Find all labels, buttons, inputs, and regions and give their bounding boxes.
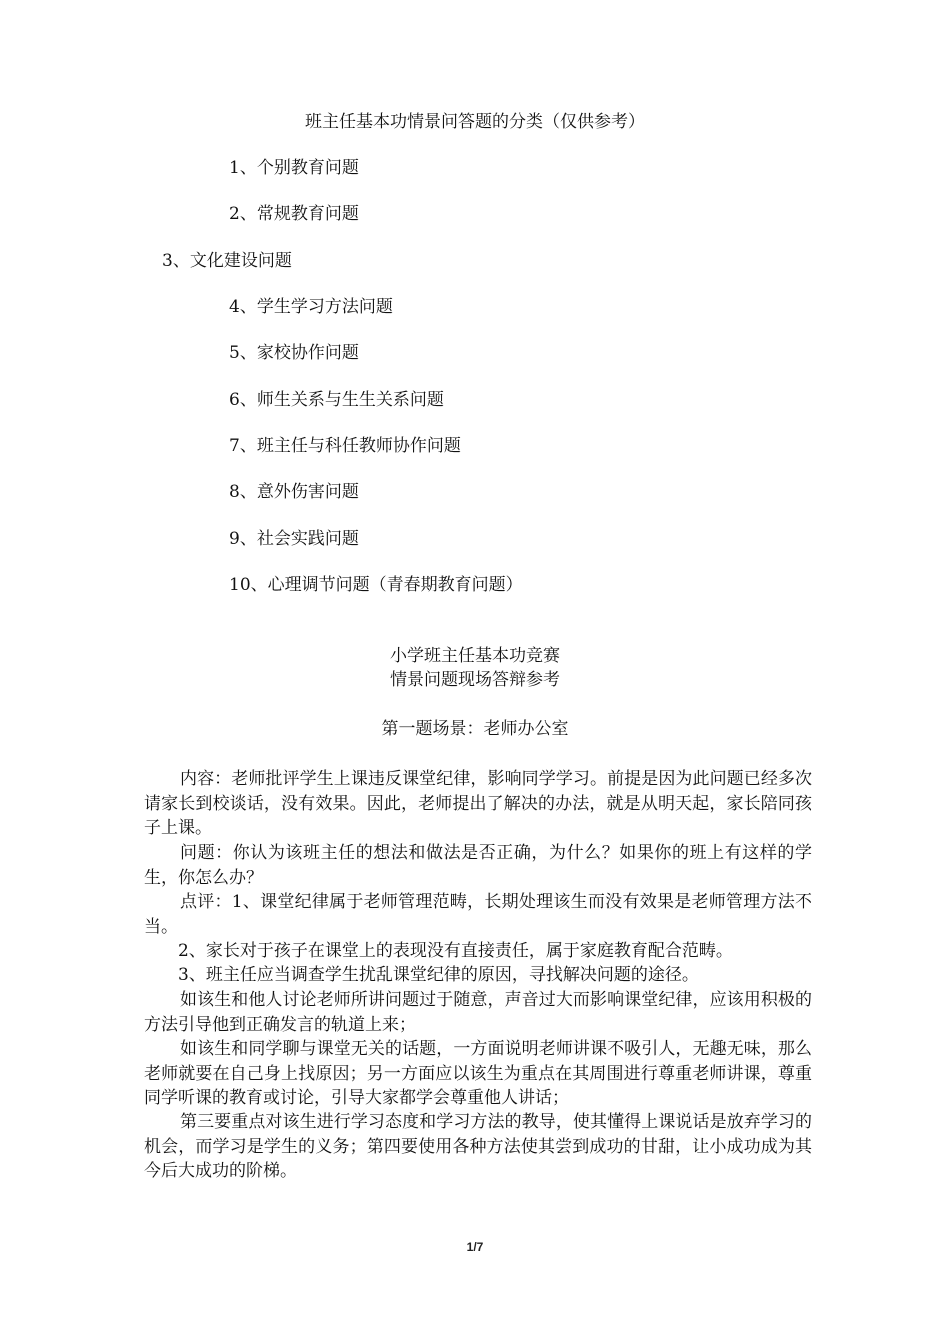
paragraph-case-discussion: 如该生和他人讨论老师所讲问题过于随意，声音过大而影响课堂纪律，应该用积极的方法引导他到正确发言的轨道上来；: [144, 990, 812, 1035]
section-title-line1: 小学班主任基本功竞赛: [390, 646, 560, 666]
category-item-3: 3、文化建设问题: [162, 251, 292, 271]
category-item-10: 10、心理调节问题（青春期教育问题）: [229, 575, 523, 595]
paragraph-third-fourth: 第三要重点对该生进行学习态度和学习方法的教导，使其懂得上课说话是放弃学习的机会，而学习是学生的义务；第四要使用各种方法使其尝到成功的甘甜，让小成功成为其今后大成功的阶梯。: [144, 1112, 812, 1181]
paragraph-question: 问题：你认为该班主任的想法和做法是否正确，为什么？如果你的班上有这样的学生，你怎么办？: [144, 843, 812, 888]
section-title-line2: 情景问题现场答辩参考: [390, 670, 560, 690]
category-item-6: 6、师生关系与生生关系问题: [229, 390, 444, 410]
category-item-4: 4、学生学习方法问题: [229, 297, 393, 317]
paragraph-comment-2: 2、家长对于孩子在课堂上的表现没有直接责任，属于家庭教育配合范畴。: [178, 941, 733, 961]
paragraph-comment-1: 点评：1、课堂纪律属于老师管理范畴，长期处理该生而没有效果是老师管理方法不当。: [144, 892, 812, 937]
document-title: 班主任基本功情景问答题的分类（仅供参考）: [305, 112, 645, 132]
scene-heading: 第一题场景：老师办公室: [381, 719, 569, 739]
category-item-2: 2、常规教育问题: [229, 204, 359, 224]
paragraph-comment-3: 3、班主任应当调查学生扰乱课堂纪律的原因，寻找解决问题的途径。: [178, 965, 699, 985]
category-item-9: 9、社会实践问题: [229, 529, 359, 549]
category-item-5: 5、家校协作问题: [229, 343, 359, 363]
page-number: 1/7: [466, 1240, 484, 1254]
paragraph-case-chatting: 如该生和同学聊与课堂无关的话题，一方面说明老师讲课不吸引人，无趣无味，那么老师就要在自己身上找原因；另一方面应以该生为重点在其周围进行尊重老师讲课，尊重同学听课的教育或讨论，引导大家都学会尊重他人讲话；: [144, 1039, 812, 1108]
category-item-8: 8、意外伤害问题: [229, 482, 359, 502]
category-item-1: 1、个别教育问题: [229, 158, 359, 178]
category-item-7: 7、班主任与科任教师协作问题: [229, 436, 461, 456]
paragraph-content: 内容：老师批评学生上课违反课堂纪律，影响同学学习。前提是因为此问题已经多次请家长到校谈话，没有效果。因此，老师提出了解决的办法，就是从明天起，家长陪同孩子上课。: [144, 769, 812, 838]
